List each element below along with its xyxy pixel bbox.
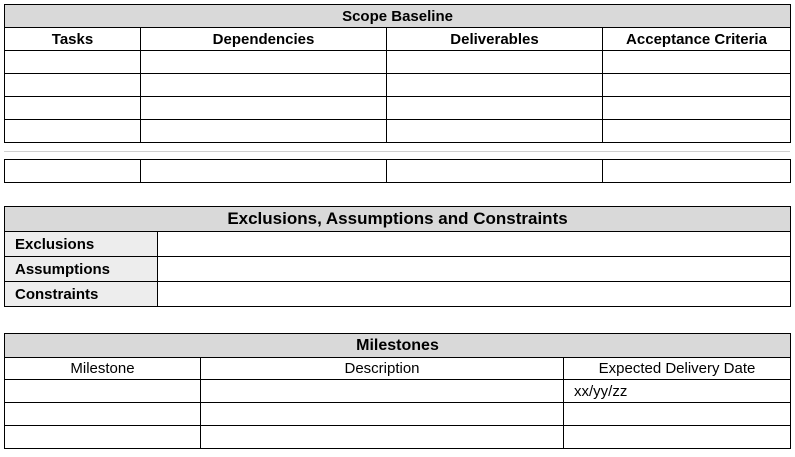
- table-cell[interactable]: [141, 120, 387, 143]
- table-row: [5, 160, 791, 183]
- scope-baseline-table: [4, 4, 791, 143]
- table-cell[interactable]: [141, 160, 387, 183]
- table-cell[interactable]: [603, 74, 791, 97]
- table-cell[interactable]: [564, 426, 791, 449]
- table-cell[interactable]: [201, 426, 564, 449]
- milestones-table: [4, 333, 791, 449]
- column-header-acceptance-criteria: Acceptance Criteria: [603, 28, 791, 51]
- table-cell[interactable]: [603, 160, 791, 183]
- milestones-title: Milestones: [5, 334, 791, 358]
- table-cell[interactable]: [387, 120, 603, 143]
- table-cell[interactable]: [201, 403, 564, 426]
- table-cell[interactable]: [201, 380, 564, 403]
- row-label-constraints: Constraints: [5, 282, 158, 307]
- scope-baseline-title: Scope Baseline: [5, 5, 791, 28]
- table-cell[interactable]: [5, 160, 141, 183]
- table-cell[interactable]: [5, 426, 201, 449]
- table-cell[interactable]: [5, 51, 141, 74]
- table-row: [5, 74, 791, 97]
- delivery-date-cell[interactable]: xx/yy/zz: [564, 380, 791, 403]
- table-cell[interactable]: [141, 74, 387, 97]
- row-label-assumptions: Assumptions: [5, 257, 158, 282]
- table-row: [5, 426, 791, 449]
- column-header-description: Description: [201, 358, 564, 380]
- table-cell[interactable]: [603, 51, 791, 74]
- table-cell[interactable]: [5, 403, 201, 426]
- exclusions-value-cell[interactable]: [158, 232, 791, 257]
- table-cell[interactable]: [564, 403, 791, 426]
- column-header-tasks: Tasks: [5, 28, 141, 51]
- table-cell[interactable]: [5, 74, 141, 97]
- exclusions-title: Exclusions, Assumptions and Constraints: [5, 207, 791, 232]
- column-header-milestone: Milestone: [5, 358, 201, 380]
- table-row: [5, 380, 791, 403]
- table-cell[interactable]: [5, 120, 141, 143]
- constraints-value-cell[interactable]: [158, 282, 791, 307]
- divider: [4, 151, 790, 152]
- table-cell[interactable]: [387, 160, 603, 183]
- table-cell[interactable]: [603, 120, 791, 143]
- table-cell[interactable]: [141, 97, 387, 120]
- exclusions-assumptions-constraints-table: [4, 206, 791, 307]
- table-row: [5, 51, 791, 74]
- row-label-exclusions: Exclusions: [5, 232, 158, 257]
- assumptions-value-cell[interactable]: [158, 257, 791, 282]
- table-row: [5, 120, 791, 143]
- table-cell[interactable]: [387, 97, 603, 120]
- table-cell[interactable]: [5, 380, 201, 403]
- table-cell[interactable]: [141, 51, 387, 74]
- table-row: [5, 403, 791, 426]
- table-cell[interactable]: [603, 97, 791, 120]
- table-cell[interactable]: [387, 51, 603, 74]
- column-header-deliverables: Deliverables: [387, 28, 603, 51]
- column-header-expected-delivery-date: Expected Delivery Date: [564, 358, 791, 380]
- table-cell[interactable]: [5, 97, 141, 120]
- column-header-dependencies: Dependencies: [141, 28, 387, 51]
- table-cell[interactable]: [387, 74, 603, 97]
- scope-baseline-extra-row: [4, 159, 791, 183]
- table-row: [5, 97, 791, 120]
